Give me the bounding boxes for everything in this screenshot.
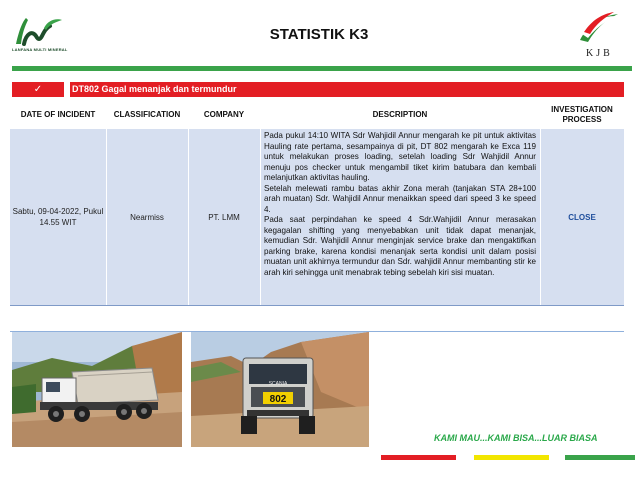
footer-slogan: KAMI MAU...KAMI BISA...LUAR BIASA [434, 433, 598, 443]
truck-brand-text: SCANIA [268, 381, 288, 387]
column-header-company: COMPANY [203, 110, 245, 119]
column-header-date: DATE OF INCIDENT [20, 110, 96, 119]
incident-photo-front [191, 332, 369, 447]
column-divider [260, 129, 261, 305]
footer-bar-red [381, 455, 456, 460]
column-header-description: DESCRIPTION [372, 110, 428, 119]
column-header-investigation: INVESTIGATION PROCESS [551, 105, 613, 124]
incident-title-bar [12, 82, 624, 97]
table-header [10, 101, 624, 129]
company-logo-text: LANFANA MULTI MINERAL [12, 47, 68, 52]
column-header-classification: CLASSIFICATION [113, 110, 181, 119]
incident-classification: Nearmiss [130, 212, 164, 222]
investigation-status-label: CLOSE [568, 212, 596, 222]
kjb-logo-text: KJB [586, 48, 613, 59]
table-row [10, 129, 624, 306]
description-paragraph: Pada pukul 14:10 WITA Sdr Wahjidil Annur mengarah ke pit untuk aktivitas Hauling rate pertama, sesampainya di pit, DT 802 mengarah ke Exca 119 untuk melakukan proses loading, setelah loading Sdr Wahjidil Annur menuju pos checker untuk mengambil tiket kirim batubara dan kembali melanjutkan aktivitas hauling. [264, 131, 536, 182]
page-title: STATISTIK K3 [269, 26, 369, 43]
footer-bar-yellow [474, 455, 549, 460]
kjb-logo [574, 10, 624, 62]
incident-company: PT. LMM [208, 212, 240, 222]
incident-date: Sabtu, 09-04-2022, Pukul 14.55 WIT [12, 207, 104, 227]
incident-title: DT802 Gagal menanjak dan termundur [72, 84, 237, 94]
investigation-status [540, 129, 624, 305]
truck-number-text: 802 [269, 394, 287, 405]
description-paragraph: Setelah melewati rambu batas akhir Zona merah (tanjakan STA 28+100 arah muatan) Sdr. Wahjidil Annur menaikkan speed dari speed 3 ke speed 4. [264, 183, 536, 214]
incident-photo-side [12, 332, 182, 447]
header-divider [12, 66, 632, 71]
description-paragraph: Pada saat perpindahan ke speed 4 Sdr.Wahjidil Annur merasakan kegagalan shifting yang menyebabkan unit tidak dapat menanjak, kemudian Sdr. Wahjidil Annur menginjak service brake dan mengaktifkan parking brake, karena kondisi menanjak serta kondisi unit dalam posisi muatan unit akhirnya termundur dan Sdr. wahjidil Annur membanting stir ke arah kiri sehingga unit menabrak tebing sebelah kiri sisi muatan. [264, 215, 536, 277]
footer-bar-green [565, 455, 635, 460]
kjb-swoosh-icon [574, 10, 622, 48]
incident-description [264, 131, 536, 278]
check-icon: ✓ [12, 82, 70, 97]
